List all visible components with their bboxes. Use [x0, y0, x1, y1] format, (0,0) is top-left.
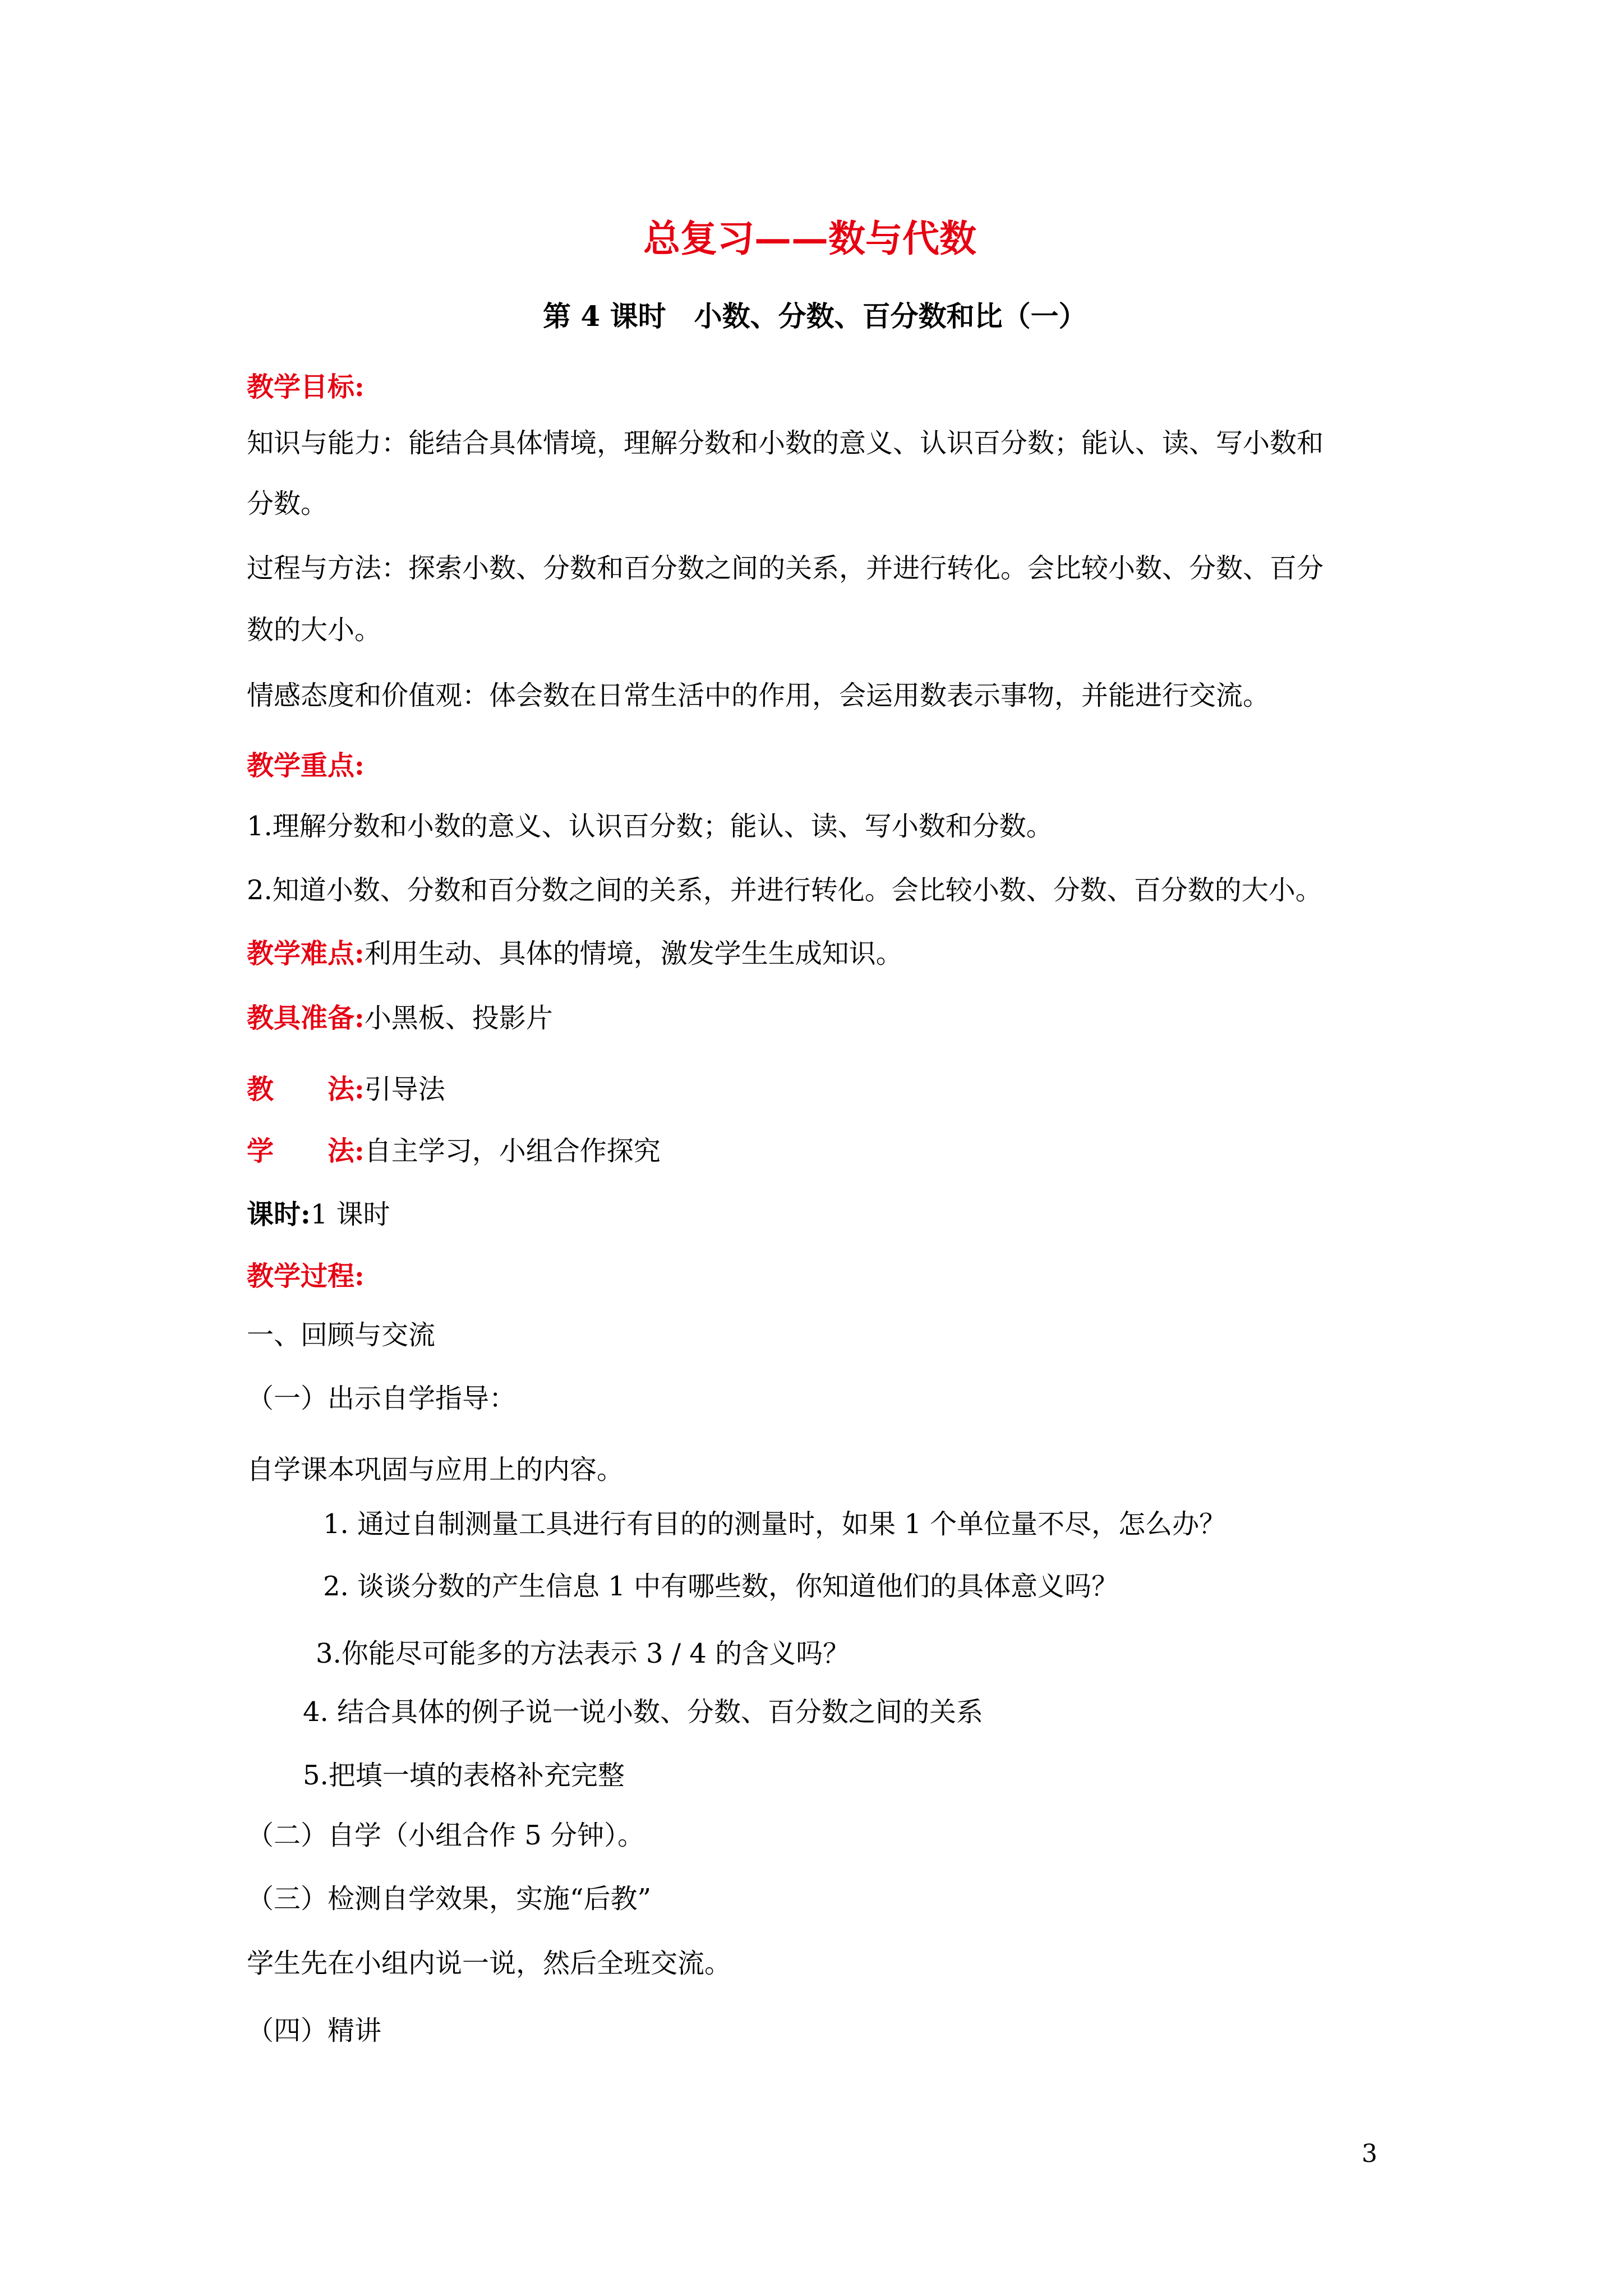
duration-row — [247, 1198, 390, 1231]
learning-method-row — [247, 1134, 661, 1168]
sub-section-1: （一）出示自学指导： — [247, 1383, 517, 1414]
tools-label: 教具准备: — [247, 1002, 365, 1034]
duration-text: 1 课时 — [310, 1199, 390, 1230]
sub-section-2: （二）自学（小组合作 5 分钟）。 — [247, 1820, 645, 1851]
page-title: 总复习——数与代数 — [643, 217, 976, 260]
objectives-heading: 教学目标: — [247, 371, 365, 403]
teaching-method-row — [247, 1073, 445, 1106]
sub-section-4: （四）精讲 — [247, 2015, 382, 2046]
objective-process-line1: 过程与方法：探索小数、分数和百分数之间的关系，并进行转化。会比较小数、分数、百分 — [247, 553, 1324, 584]
question-2: 2. 谈谈分数的产生信息 1 中有哪些数，你知道他们的具体意义吗？ — [323, 1571, 1119, 1602]
section-review: 一、回顾与交流 — [247, 1319, 436, 1351]
objective-knowledge-line2: 分数。 — [247, 488, 328, 519]
question-5: 5.把填一填的表格补充完整 — [303, 1760, 625, 1791]
question-1: 1. 通过自制测量工具进行有目的的测量时，如果 1 个单位量不尽，怎么办？ — [323, 1508, 1227, 1540]
question-4: 4. 结合具体的例子说一说小数、分数、百分数之间的关系 — [303, 1696, 984, 1728]
teaching-method-text: 引导法 — [364, 1074, 445, 1105]
question-3: 3.你能尽可能多的方法表示 3 / 4 的含义吗？ — [316, 1638, 850, 1669]
teaching-method-label: 教 法: — [247, 1074, 365, 1105]
learning-method-text: 自主学习，小组合作探究 — [364, 1135, 661, 1167]
sub-section-3: （三）检测自学效果，实施“后教” — [247, 1883, 652, 1915]
difficulty-label: 教学难点: — [247, 938, 365, 969]
key-point-2: 2.知道小数、分数和百分数之间的关系，并进行转化。会比较小数、分数、百分数的大小。 — [247, 875, 1322, 906]
learning-method-label: 学 法: — [247, 1135, 365, 1167]
lesson-subtitle: 第 4 课时 小数、分数、百分数和比（一） — [543, 300, 1087, 333]
process-heading: 教学过程: — [247, 1260, 365, 1292]
objective-process-line2: 数的大小。 — [247, 614, 382, 646]
self-study-intro: 自学课本巩固与应用上的内容。 — [247, 1454, 624, 1485]
page-number: 3 — [1362, 2139, 1377, 2168]
class-exchange-note: 学生先在小组内说一说，然后全班交流。 — [247, 1948, 732, 1979]
difficulty-row — [247, 937, 903, 970]
key-point-1: 1.理解分数和小数的意义、认识百分数；能认、读、写小数和分数。 — [247, 811, 1053, 842]
duration-label: 课时: — [247, 1199, 311, 1230]
tools-text: 小黑板、投影片 — [364, 1002, 553, 1034]
tools-row — [247, 1001, 553, 1035]
difficulty-text: 利用生动、具体的情境，激发学生生成知识。 — [364, 938, 903, 969]
key-points-heading: 教学重点: — [247, 750, 365, 781]
objective-emotion: 情感态度和价值观：体会数在日常生活中的作用，会运用数表示事物，并能进行交流。 — [247, 680, 1270, 711]
objective-knowledge-line1: 知识与能力：能结合具体情境，理解分数和小数的意义、认识百分数；能认、读、写小数和 — [247, 427, 1324, 459]
